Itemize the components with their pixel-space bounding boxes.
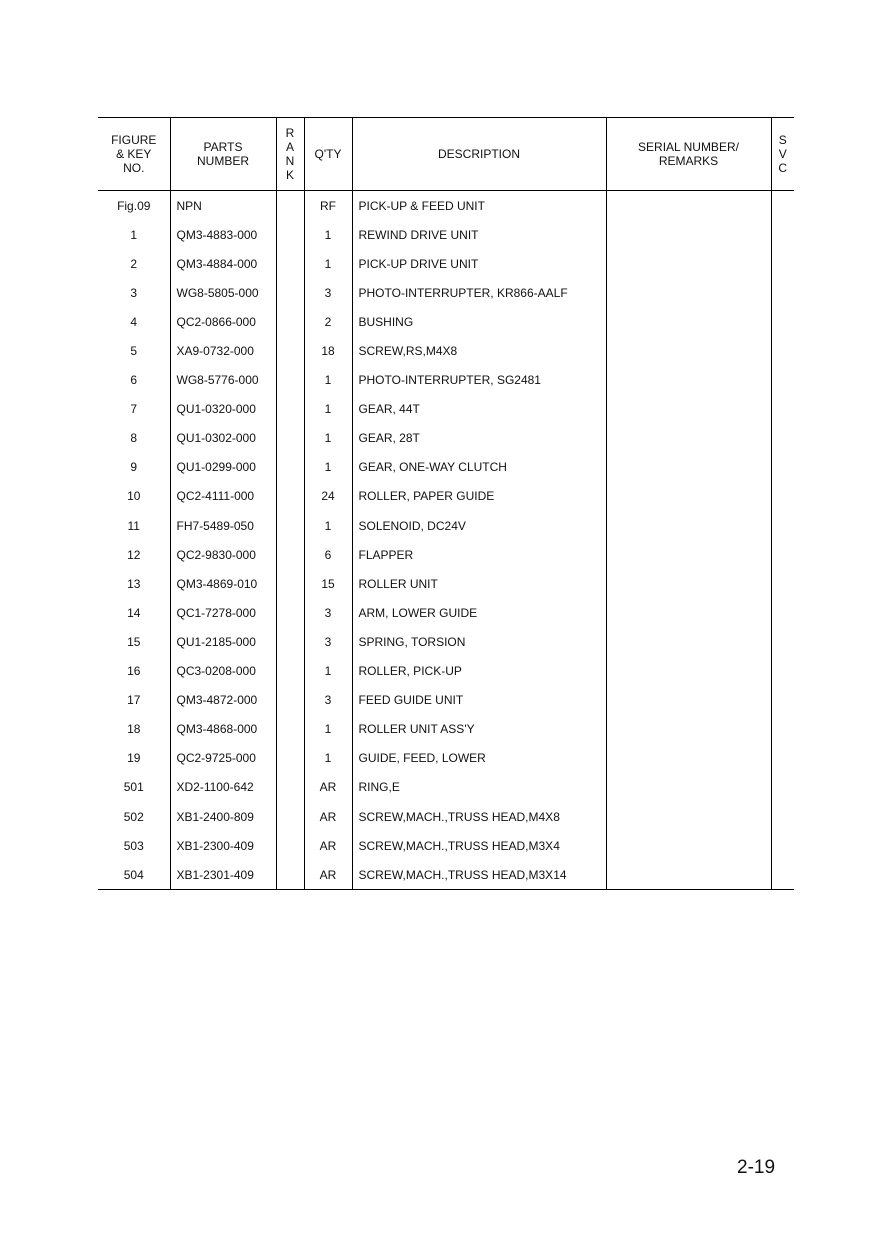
cell-part-number: FH7-5489-050 [170,511,276,540]
cell-rank [276,598,304,627]
cell-svc [771,220,794,249]
header-svc: S V C [771,118,794,191]
cell-rank [276,220,304,249]
table-row [98,744,794,773]
cell-rank [276,540,304,569]
parts-table-body [98,191,794,890]
cell-svc [771,802,794,831]
cell-qty: 1 [304,366,352,395]
cell-part-number: XD2-1100-642 [170,773,276,802]
header-parts-number: PARTS NUMBER [170,118,276,191]
cell-remarks [606,657,771,686]
cell-figure-key: 503 [123,838,144,853]
cell-part-number: QC2-9830-000 [170,540,276,569]
cell-qty: AR [304,802,352,831]
cell-description: SOLENOID, DC24V [352,511,606,540]
cell-figure-key: 16 [127,664,141,679]
cell-part-number: QC2-4111-000 [170,482,276,511]
cell-description: FLAPPER [352,540,606,569]
cell-figure-key: 502 [123,809,144,824]
table-row [98,715,794,744]
cell-description: GEAR, 44T [352,395,606,424]
cell-qty: 2 [304,307,352,336]
cell-qty: 3 [304,686,352,715]
cell-figure-key: 15 [127,634,141,649]
cell-figure-key: 19 [127,751,141,766]
cell-rank [276,627,304,656]
cell-qty: AR [304,860,352,890]
cell-part-number: XB1-2301-409 [170,860,276,890]
cell-figure-key: 18 [127,722,141,737]
cell-qty: RF [304,191,352,221]
cell-rank [276,395,304,424]
cell-svc [771,249,794,278]
cell-part-number: XB1-2300-409 [170,831,276,860]
table-row [98,686,794,715]
cell-figure-key: 3 [130,285,138,300]
cell-rank [276,191,304,221]
cell-figure-key: 13 [127,576,141,591]
cell-description: SCREW,MACH.,TRUSS HEAD,M3X14 [352,860,606,890]
cell-remarks [606,598,771,627]
cell-remarks [606,191,771,221]
cell-qty: 18 [304,336,352,365]
cell-figure-key: 14 [127,605,141,620]
cell-description: GEAR, 28T [352,424,606,453]
cell-remarks [606,569,771,598]
cell-rank [276,453,304,482]
cell-description: BUSHING [352,307,606,336]
cell-figure-key: 4 [130,314,138,329]
cell-svc [771,307,794,336]
cell-description: GUIDE, FEED, LOWER [352,744,606,773]
table-header-row [98,118,794,191]
cell-qty: 3 [304,627,352,656]
table-row [98,598,794,627]
cell-remarks [606,773,771,802]
table-row [98,336,794,365]
cell-rank [276,511,304,540]
cell-part-number: QC2-9725-000 [170,744,276,773]
cell-remarks [606,627,771,656]
cell-figure-key: 9 [130,460,138,475]
cell-figure-key: 6 [130,373,138,388]
cell-remarks [606,686,771,715]
cell-figure-key: 5 [130,344,138,359]
header-rank: R A N K [276,118,304,191]
cell-svc [771,336,794,365]
cell-remarks [606,482,771,511]
table-row [98,220,794,249]
cell-rank [276,831,304,860]
cell-rank [276,482,304,511]
cell-part-number: QC2-0866-000 [170,307,276,336]
table-row [98,366,794,395]
cell-qty: 1 [304,220,352,249]
cell-svc [771,424,794,453]
cell-description: REWIND DRIVE UNIT [352,220,606,249]
cell-remarks [606,249,771,278]
cell-remarks [606,336,771,365]
cell-description: ROLLER UNIT [352,569,606,598]
table-row [98,773,794,802]
cell-rank [276,860,304,890]
cell-rank [276,278,304,307]
cell-qty: 6 [304,540,352,569]
table-row [98,627,794,656]
cell-figure-key: 12 [127,547,141,562]
cell-description: GEAR, ONE-WAY CLUTCH [352,453,606,482]
table-row [98,540,794,569]
cell-part-number: QM3-4883-000 [170,220,276,249]
cell-rank [276,336,304,365]
cell-part-number: QM3-4872-000 [170,686,276,715]
cell-svc [771,657,794,686]
cell-remarks [606,453,771,482]
parts-list-table [98,117,794,890]
cell-part-number: NPN [170,191,276,221]
cell-part-number: QC3-0208-000 [170,657,276,686]
cell-remarks [606,715,771,744]
table-row [98,482,794,511]
cell-remarks [606,366,771,395]
cell-remarks [606,220,771,249]
cell-figure-key: 8 [130,431,138,446]
cell-qty: 1 [304,511,352,540]
cell-description: SPRING, TORSION [352,627,606,656]
cell-qty: AR [304,773,352,802]
table-row [98,802,794,831]
cell-figure-key: 7 [130,402,138,417]
cell-svc [771,278,794,307]
cell-rank [276,686,304,715]
cell-rank [276,657,304,686]
table-row [98,191,794,221]
cell-description: SCREW,RS,M4X8 [352,336,606,365]
cell-part-number: QU1-2185-000 [170,627,276,656]
cell-figure-key: 504 [98,860,170,890]
cell-description: ROLLER, PICK-UP [352,657,606,686]
cell-svc [771,569,794,598]
cell-part-number: QM3-4884-000 [170,249,276,278]
cell-qty: 1 [304,249,352,278]
cell-qty: AR [304,831,352,860]
cell-remarks [606,424,771,453]
cell-qty: 1 [304,395,352,424]
cell-rank [276,307,304,336]
cell-svc [771,511,794,540]
cell-svc [771,395,794,424]
cell-figure-key: 2 [130,256,138,271]
cell-figure-key: 17 [127,693,141,708]
cell-description: FEED GUIDE UNIT [352,686,606,715]
cell-part-number: XB1-2400-809 [170,802,276,831]
cell-svc [771,453,794,482]
table-row [98,307,794,336]
table-row [98,249,794,278]
cell-qty: 1 [304,424,352,453]
cell-svc [771,773,794,802]
cell-part-number: QU1-0302-000 [170,424,276,453]
table-row [98,278,794,307]
header-serial-remarks: SERIAL NUMBER/ REMARKS [606,118,771,191]
cell-qty: 1 [304,744,352,773]
cell-qty: 1 [304,453,352,482]
cell-rank [276,744,304,773]
cell-description: PICK-UP DRIVE UNIT [352,249,606,278]
header-figure-key: FIGURE & KEY NO. [98,118,170,191]
cell-description: RING,E [352,773,606,802]
cell-qty: 15 [304,569,352,598]
cell-svc [771,686,794,715]
cell-svc [771,744,794,773]
cell-description: PHOTO-INTERRUPTER, SG2481 [352,366,606,395]
cell-qty: 3 [304,598,352,627]
table-row [98,831,794,860]
cell-rank [276,802,304,831]
cell-description: ROLLER, PAPER GUIDE [352,482,606,511]
cell-remarks [606,278,771,307]
cell-svc [771,540,794,569]
cell-qty: 3 [304,278,352,307]
table-row [98,395,794,424]
table-row [98,511,794,540]
cell-qty: 1 [304,715,352,744]
table-row [98,424,794,453]
cell-svc [771,598,794,627]
cell-figure-key: 501 [123,780,144,795]
cell-figure-key: 10 [127,489,141,504]
cell-remarks [606,802,771,831]
cell-part-number: WG8-5776-000 [170,366,276,395]
cell-remarks [606,831,771,860]
cell-svc [771,366,794,395]
table-row [98,453,794,482]
cell-qty: 1 [304,657,352,686]
cell-rank [276,366,304,395]
cell-figure-key: Fig.09 [117,198,151,213]
cell-description: PHOTO-INTERRUPTER, KR866-AALF [352,278,606,307]
cell-remarks [606,860,771,890]
cell-qty: 24 [304,482,352,511]
cell-svc [771,831,794,860]
cell-remarks [606,744,771,773]
table-row [98,860,794,890]
cell-svc [771,482,794,511]
header-qty: Q'TY [304,118,352,191]
cell-description: SCREW,MACH.,TRUSS HEAD,M4X8 [352,802,606,831]
cell-part-number: QU1-0299-000 [170,453,276,482]
cell-part-number: XA9-0732-000 [170,336,276,365]
cell-rank [276,773,304,802]
cell-remarks [606,540,771,569]
cell-rank [276,715,304,744]
cell-remarks [606,395,771,424]
cell-svc [771,715,794,744]
cell-remarks [606,307,771,336]
table-row [98,569,794,598]
cell-description: ROLLER UNIT ASS'Y [352,715,606,744]
cell-rank [276,569,304,598]
cell-part-number: WG8-5805-000 [170,278,276,307]
cell-svc [771,860,794,890]
header-description: DESCRIPTION [352,118,606,191]
cell-part-number: QC1-7278-000 [170,598,276,627]
page-number: 2-19 [737,1157,776,1178]
cell-svc [771,191,794,221]
cell-figure-key: 1 [130,227,138,242]
cell-description: ARM, LOWER GUIDE [352,598,606,627]
cell-part-number: QM3-4868-000 [170,715,276,744]
cell-rank [276,249,304,278]
cell-rank [276,424,304,453]
cell-description: SCREW,MACH.,TRUSS HEAD,M3X4 [352,831,606,860]
cell-part-number: QM3-4869-010 [170,569,276,598]
table-row [98,657,794,686]
cell-svc [771,627,794,656]
cell-description: PICK-UP & FEED UNIT [352,191,606,221]
cell-figure-key: 11 [127,518,140,533]
cell-part-number: QU1-0320-000 [170,395,276,424]
cell-remarks [606,511,771,540]
